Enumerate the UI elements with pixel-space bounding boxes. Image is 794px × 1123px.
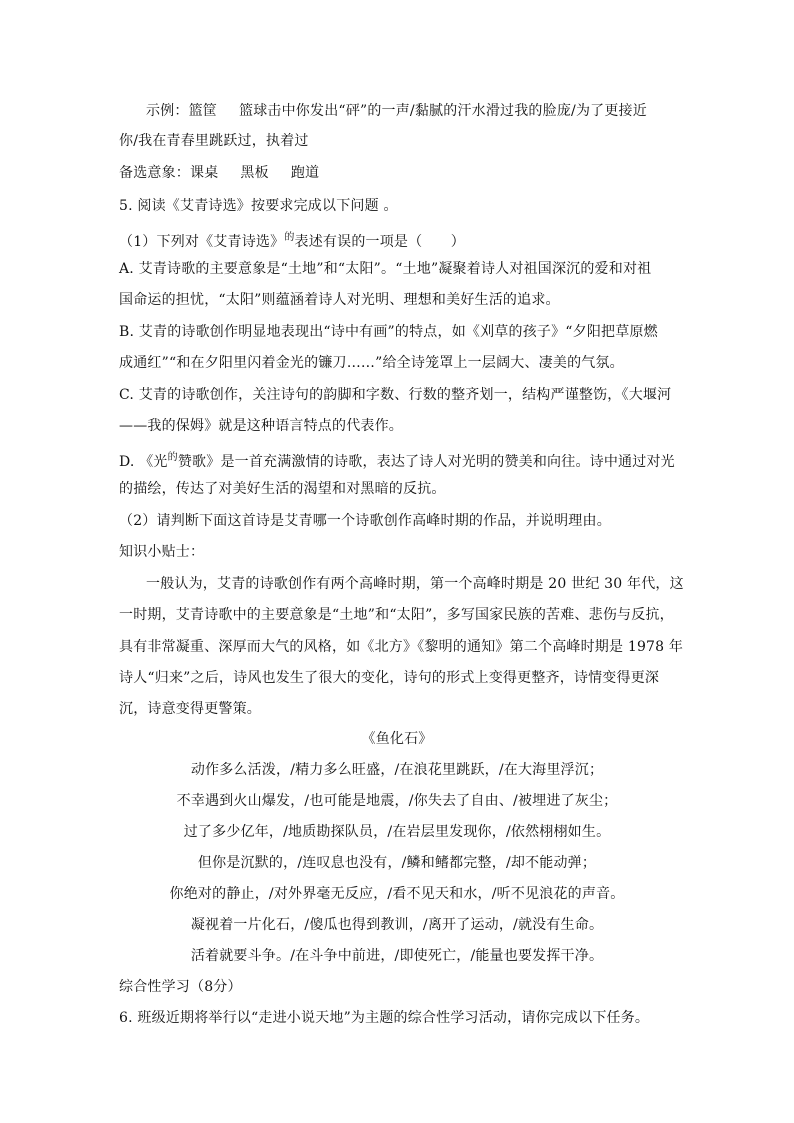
option-b-line-2: 成通红”“和在夕阳里闪着金光的镰刀……”给全诗笼罩上一层阔大、凄美的气氛。 <box>119 355 624 371</box>
ruby-char: 的 <box>284 232 295 243</box>
tip-line-3: 具有非常凝重、深厚而大气的风格，如《北方》《黎明的通知》第二个高峰时期是 1978 年 <box>119 639 684 655</box>
tip-line-5: 沉，诗意变得更警策。 <box>119 701 261 717</box>
question-6-stem: 6. 班级近期将举行以“走进小说天地”为主题的综合性学习活动，请你完成以下任务。 <box>119 1010 650 1026</box>
option-text: 赞歌》是一首充满激情的诗歌，表达了诗人对光明的赞美和向往。诗中通过对光 <box>177 454 675 470</box>
poem-line: 不幸遇到火山爆发，/也可能是地震，/你失去了自由、/被埋进了灰尘； <box>176 793 618 809</box>
option-a-line-1: A. 艾青诗歌的主要意象是“土地”和“太阳”。“土地”凝聚着诗人对祖国深沉的爱和对祖 <box>119 261 652 277</box>
alternative-item: 黑板 <box>240 165 269 181</box>
tip-label: 知识小贴士： <box>119 544 205 560</box>
alternative-item: 跑道 <box>290 165 320 181</box>
tip-line-1: 一般认为，艾青的诗歌创作有两个高峰时期，第一个高峰时期是 20 世纪 30 年代，这 <box>146 576 684 592</box>
poem-line: 你绝对的静止，/对外界毫无反应，/看不见天和水，/听不见浪花的声音。 <box>169 886 625 902</box>
ruby-char: 的 <box>167 452 178 463</box>
poem-line: 但你是沉默的，/连叹息也没有，/鳞和鳍都完整，/却不能动弹； <box>197 855 597 871</box>
tip-line-4: 诗人“归来”之后，诗风也发生了很大的变化，诗句的形式上变得更整齐，诗情变得更深 <box>119 670 660 686</box>
tip-line-2: 一时期，艾青诗歌中的主要意象是“土地”和“太阳”，多写国家民族的苦难、悲伤与反抗， <box>119 607 674 623</box>
option-c-line-1: C. 艾青的诗歌创作，关注诗句的韵脚和字数、行数的整齐划一，结构严谨整饬，《大堰河 <box>119 387 672 403</box>
alternatives-label: 备选意象：课桌 <box>119 165 219 181</box>
poem-title: 《鱼化石》 <box>361 731 433 747</box>
question-5-title: 5. 阅读《艾青诗选》按要求完成以下问题 。 <box>119 198 398 214</box>
option-b-line-1: B. 艾青的诗歌创作明显地表现出“诗中有画”的特点，如《刈草的孩子》“夕阳把草原燃 <box>119 324 658 340</box>
poem-line: 活着就要斗争。/在斗争中前进，/即使死亡，/能量也要发挥干净。 <box>190 948 604 964</box>
example-line-2: 你/我在青春里跳跃过，执着过 <box>119 133 309 149</box>
option-d-line-2: 的描绘，传达了对美好生活的渴望和对黑暗的反抗。 <box>119 481 446 497</box>
example-line-1 <box>146 101 647 121</box>
option-text: D. 《光 <box>119 454 168 470</box>
option-c-line-2: ——我的保姆》就是这种语言特点的代表作。 <box>119 418 403 434</box>
stem-text: （1）下列对《艾青诗选》 <box>119 234 285 250</box>
poem-line: 动作多么活泼，/精力多么旺盛，/在浪花里跳跃，/在大海里浮沉； <box>190 762 604 778</box>
section-heading: 综合性学习（8分） <box>119 979 242 995</box>
example-label: 示例：篮筐 <box>146 103 217 119</box>
question-5-2-stem: （2）请判断下面这首诗是艾青哪一个诗歌创作高峰时期的作品，并说明理由。 <box>119 513 611 529</box>
stem-text: 表述有误的一项是（ ） <box>294 234 465 250</box>
poem-line: 过了多少亿年，/地质勘探队员，/在岩层里发现你，/依然栩栩如生。 <box>183 824 611 840</box>
option-a-line-2: 国命运的担忧，“太阳”则蕴涵着诗人对光明、理想和美好生活的追求。 <box>119 292 560 308</box>
poem-line: 凝视着一片化石，/傻瓜也得到教训，/离开了运动，/就没有生命。 <box>190 917 604 933</box>
question-5-1-stem <box>119 228 465 252</box>
example-poem-text: 篮球击中你发出“砰”的一声/黏腻的汗水滑过我的脸庞/为了更接近 <box>239 103 647 119</box>
option-d-line-1 <box>119 448 675 472</box>
alternatives-line <box>119 163 319 183</box>
